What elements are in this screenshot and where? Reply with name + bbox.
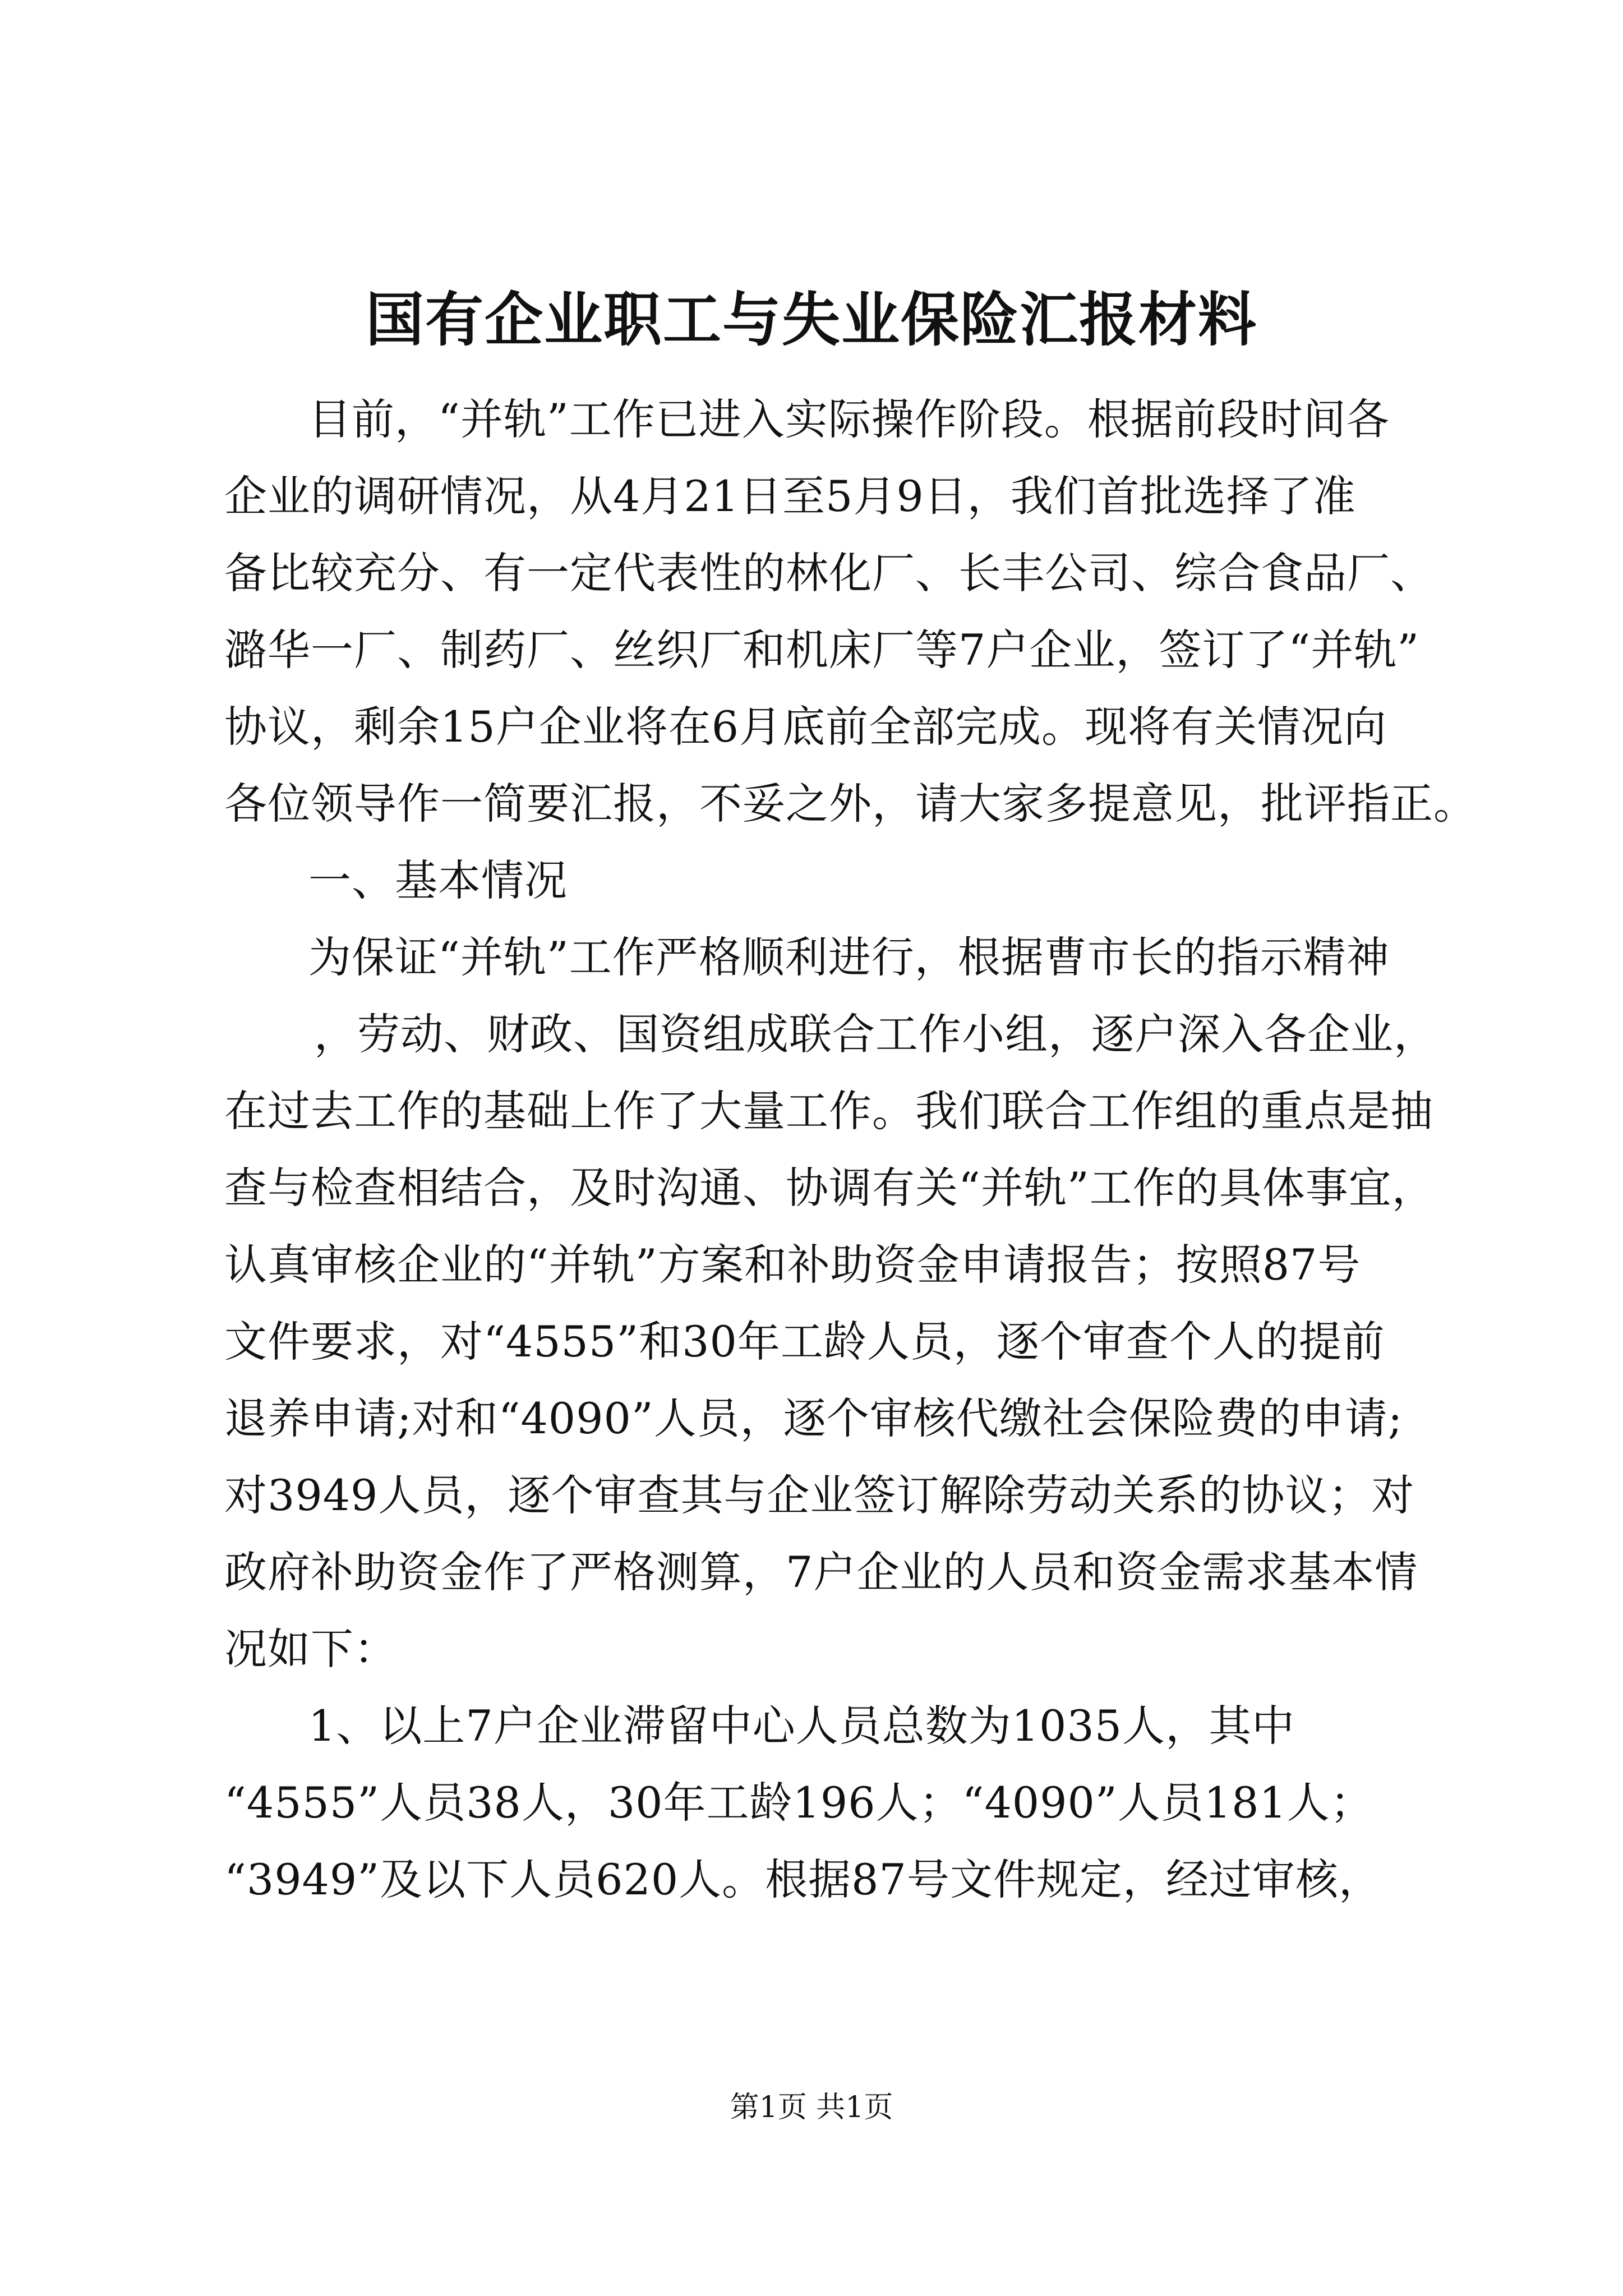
paragraph-line: 1、以上7户企业滞留中心人员总数为1035人，其中 bbox=[308, 1701, 1295, 1751]
paragraph-line: 文件要求，对“4555”和30年工龄人员，逐个审查个人的提前 bbox=[224, 1317, 1385, 1366]
paragraph-line: “4555”人员38人，30年工龄196人；“4090”人员181人； bbox=[224, 1778, 1373, 1828]
paragraph-line: 为保证“并轨”工作严格顺利进行，根据曹市长的指示精神 bbox=[308, 932, 1390, 982]
paragraph-line: 潞华一厂、制药厂、丝织厂和机床厂等7户企业，签订了“并轨” bbox=[224, 625, 1420, 675]
paragraph-line: 目前，“并轨”工作已进入实际操作阶段。根据前段时间各 bbox=[308, 394, 1390, 444]
paragraph-line: 况如下： bbox=[224, 1624, 397, 1674]
paragraph-line: 对3949人员，逐个审查其与企业签订解除劳动关系的协议；对 bbox=[224, 1470, 1415, 1520]
paragraph-line: 退养申请;对和“4090”人员，逐个审核代缴社会保险费的申请; bbox=[224, 1393, 1403, 1443]
section-heading: 一、基本情况 bbox=[308, 855, 568, 905]
paragraph-line: 协议，剩余15户企业将在6月底前全部完成。现将有关情况向 bbox=[224, 702, 1387, 752]
page-footer: 第1页 共1页 bbox=[730, 2091, 893, 2124]
paragraph-line: 企业的调研情况，从4月21日至5月9日，我们首批选择了准 bbox=[224, 471, 1356, 521]
paragraph-line: 备比较充分、有一定代表性的林化厂、长丰公司、综合食品厂、 bbox=[224, 548, 1433, 598]
paragraph-line: “3949”及以下人员620人。根据87号文件规定，经过审核， bbox=[224, 1855, 1382, 1904]
paragraph-line: 在过去工作的基础上作了大量工作。我们联合工作组的重点是抽 bbox=[224, 1086, 1433, 1136]
paragraph-line: ，劳动、财政、国资组成联合工作小组，逐户深入各企业， bbox=[314, 1009, 1437, 1059]
paragraph-line: 查与检查相结合，及时沟通、协调有关“并轨”工作的具体事宜， bbox=[224, 1163, 1435, 1213]
paragraph-line: 各位领导作一简要汇报，不妥之外，请大家多提意见，批评指正。 bbox=[224, 779, 1477, 829]
paragraph-line: 认真审核企业的“并轨”方案和补助资金申请报告；按照87号 bbox=[224, 1240, 1361, 1290]
paragraph-line: 政府补助资金作了严格测算，7户企业的人员和资金需求基本情 bbox=[224, 1547, 1418, 1597]
document-title: 国有企业职工与失业保险汇报材料 bbox=[365, 285, 1257, 354]
